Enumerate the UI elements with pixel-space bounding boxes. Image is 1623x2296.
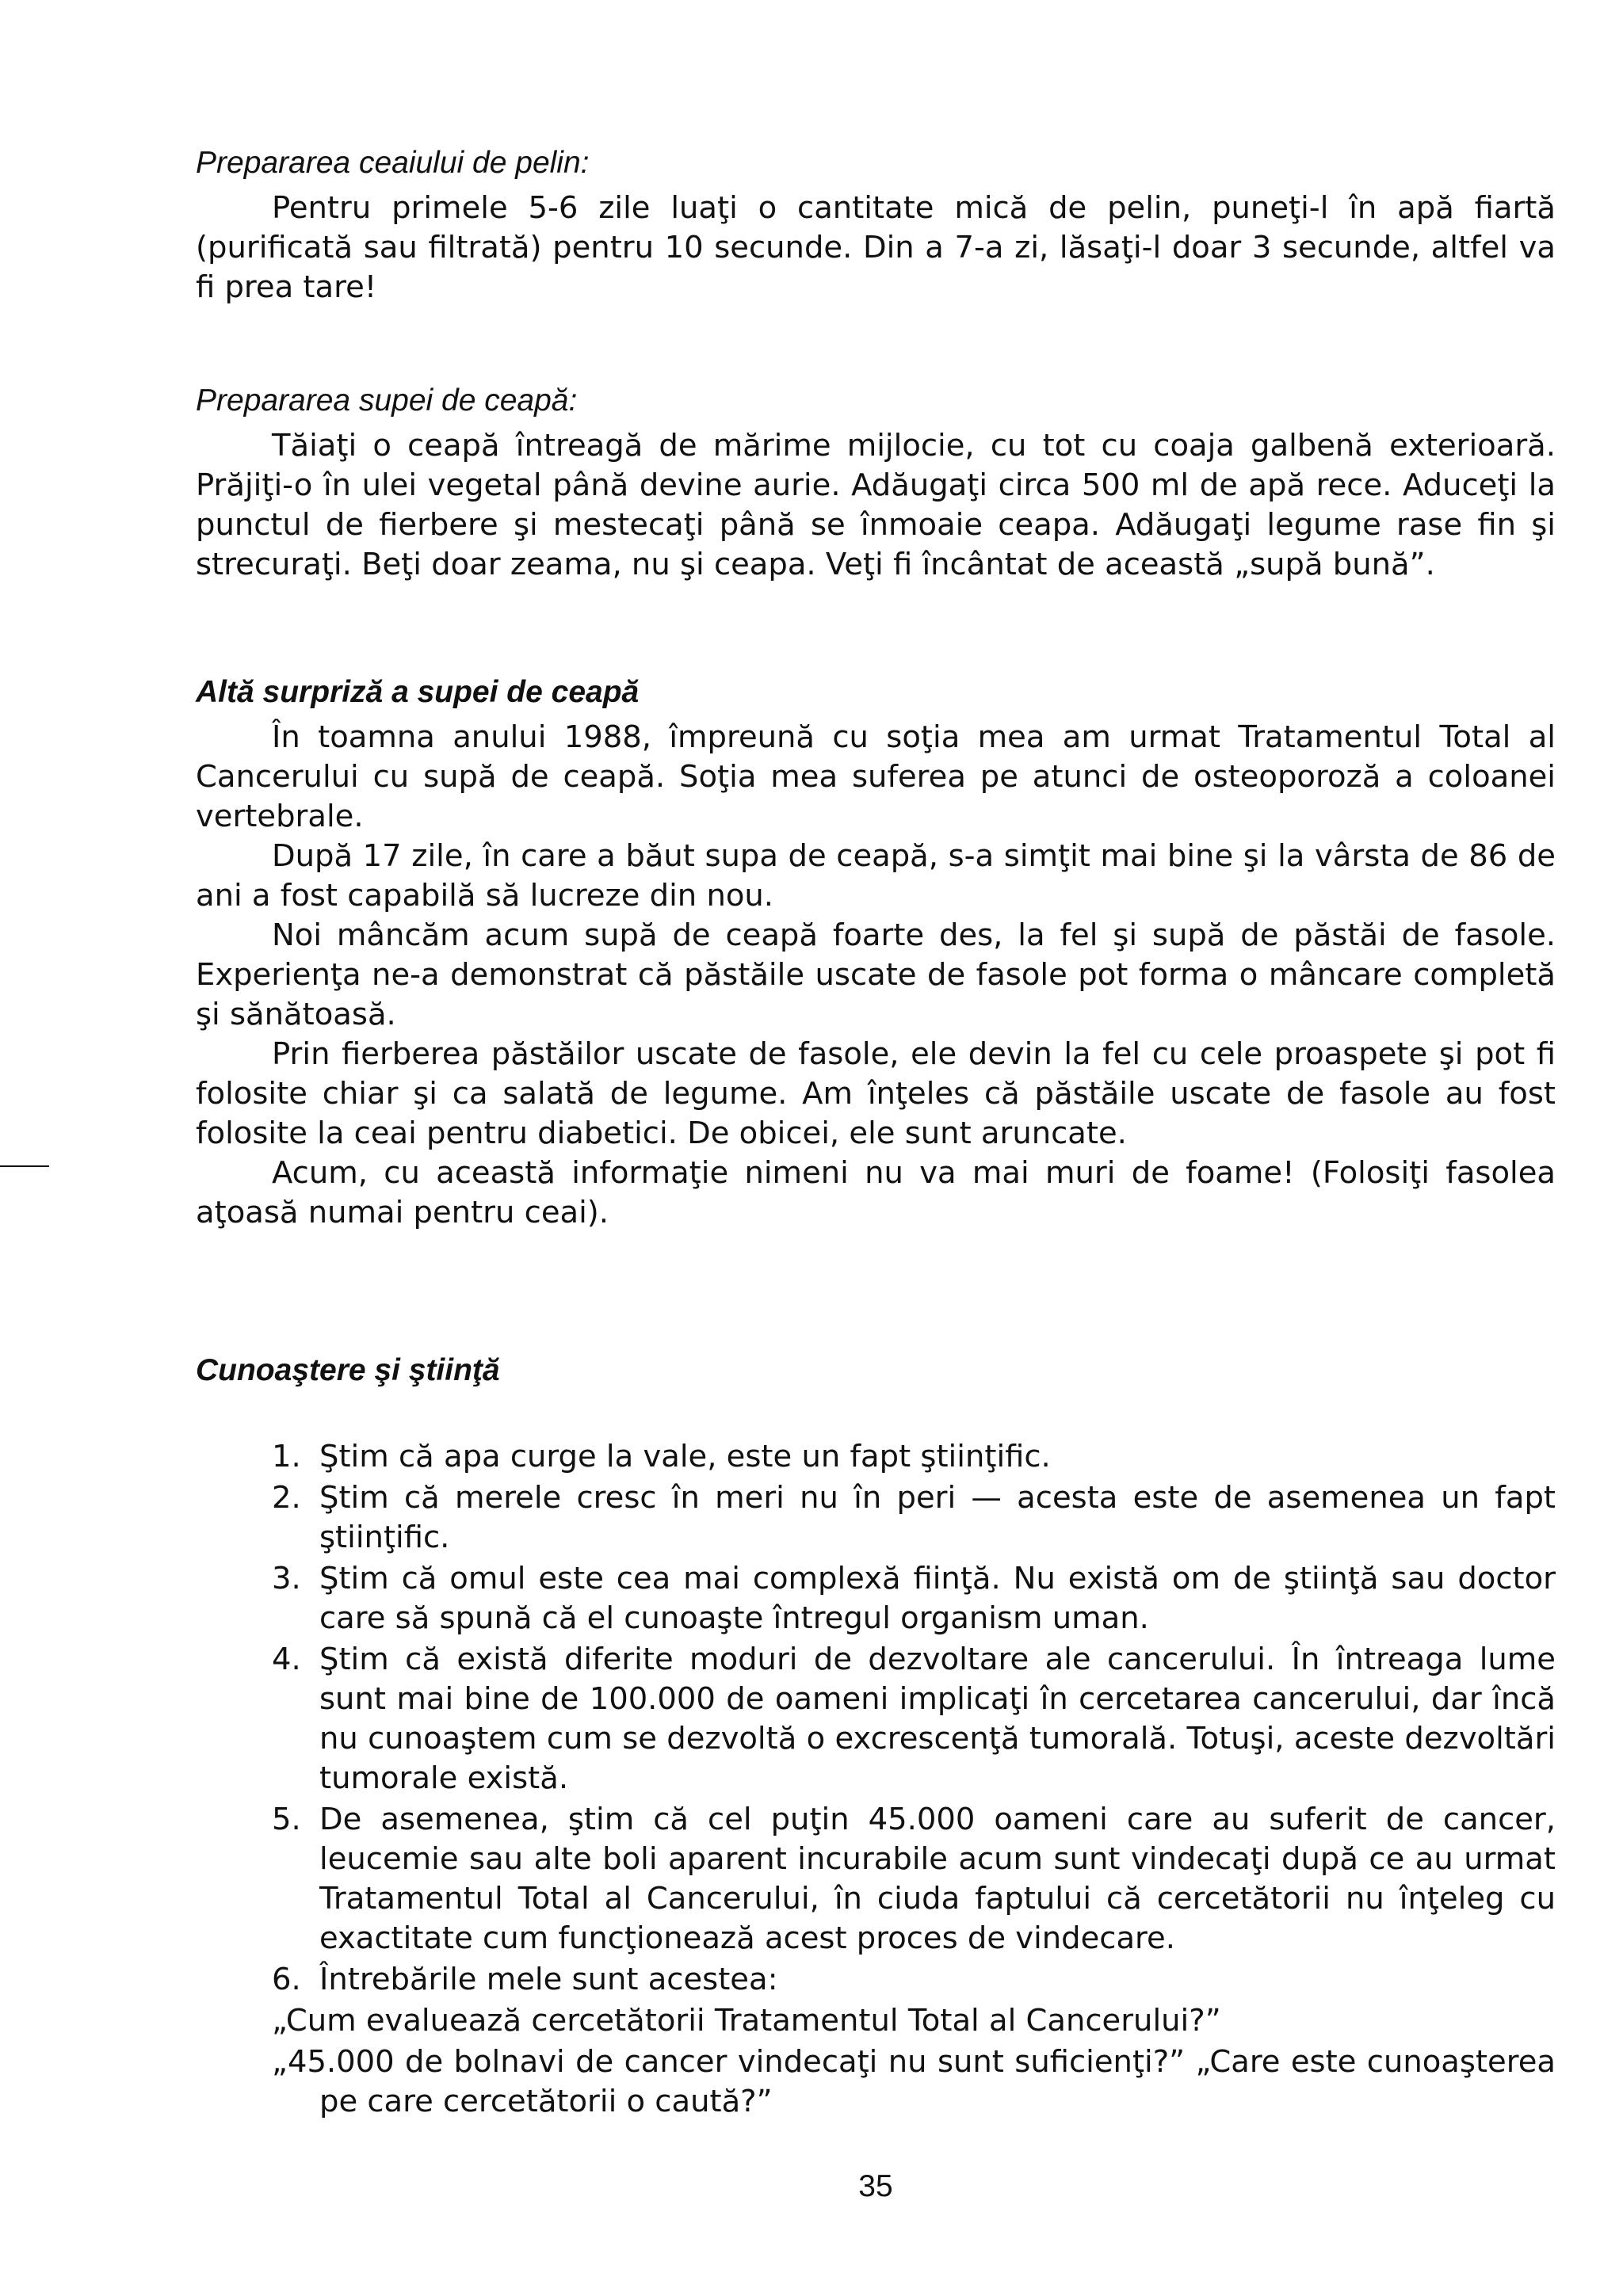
paragraph: În toamna anului 1988, împreună cu soţia mea am urmat Tratamentul Total al Cancerului cu supă de ceapă. Soţia mea suferea pe atunci de osteoporoză a coloanei vertebrale.: [196, 719, 1556, 834]
list-item-text: Ştim că există diferite moduri de dezvoltare ale cancerului. În întreaga lume sunt mai bine de 100.000 de oameni implicaţi în cercetarea cancerului, dar încă nu cunoaştem cum se dezvoltă o excrescenţă tumorală. Totuşi, aceste dezvoltări tumorale există.: [319, 1642, 1556, 1796]
list-item-text: Ştim că omul este cea mai complexă fiinţă. Nu există om de ştiinţă sau doctor care să spună că el cunoaşte întregul organism uman.: [319, 1561, 1556, 1636]
paragraph: Noi mâncăm acum supă de ceapă foarte des, la fel şi supă de păstăi de fasole. Experienţa ne-a demonstrat că păstăile uscate de fasole pot forma o mâncare completă şi sănătoasă.: [196, 917, 1556, 1032]
paragraph: Prin fierberea păstăilor uscate de fasole, ele devin la fel cu cele proaspete şi pot fi folosite chiar şi ca salată de legume. Am înţeles că păstăile uscate de fasole au fost folosite la ceai pentru diabetici. De obicei, ele sunt aruncate.: [196, 1036, 1556, 1151]
page-content: [196, 143, 1556, 2123]
paragraph: După 17 zile, în care a băut supa de ceapă, s-a simţit mai bine şi la vârsta de 86 de ani a fost capabilă să lucreze din nou.: [196, 838, 1556, 913]
list-item-number: 5.: [272, 1802, 301, 1837]
list-item: [272, 1640, 1556, 1798]
list-item-number: 4.: [272, 1642, 301, 1677]
section-pelin: [196, 143, 1556, 307]
section-heading-cunoastere: Cunoaştere şi ştiinţă: [196, 1353, 500, 1387]
list-item-text: De asemenea, ştim că cel puţin 45.000 oameni care au suferit de cancer, leucemie sau alte boli aparent incurabile acum sunt vindecaţi după ce au urmat Tratamentul Total al Cancerului, în ciuda faptului că cercetătorii nu înţeleg cu exactitate cum funcţionează acest proces de vindecare.: [319, 1802, 1556, 1956]
section-cunoastere: [196, 1350, 1556, 2122]
question-line: „45.000 de bolnavi de cancer vindecaţi nu sunt suficienţi?” „Care este cunoaşterea pe care cercetătorii o caută?”: [272, 2044, 1556, 2119]
section-heading-surpriza: Altă surpriză a supei de ceapă: [196, 675, 640, 709]
list-item: [272, 1960, 1556, 2000]
list-item: [272, 1800, 1556, 1958]
paragraph: Tăiaţi o ceapă întreagă de mărime mijlocie, cu tot cu coaja galbenă exterioară. Prăjiţi-o în ulei vegetal până devine aurie. Adăugaţi circa 500 ml de apă rece. Aduceţi la punctul de fierbere şi mestecaţi până se înmoaie ceapa. Adăugaţi legume rase fin şi strecuraţi. Beţi doar zeama, nu şi ceapa. Veţi fi încântat de această „supă bună”.: [196, 428, 1556, 582]
page-number: 35: [858, 2169, 893, 2203]
margin-mark: [0, 1165, 49, 1167]
facts-list: [196, 1437, 1556, 2000]
paragraph: Pentru primele 5-6 zile luaţi o cantitate mică de pelin, puneţi-l în apă fiartă (purificată sau filtrată) pentru 10 secunde. Din a 7-a zi, lăsaţi-l doar 3 secunde, altfel va fi prea tare!: [196, 190, 1556, 305]
list-item-number: 2.: [272, 1480, 301, 1516]
list-item: [272, 1478, 1556, 1558]
list-item-number: 1.: [272, 1439, 301, 1474]
list-item-text: Întrebările mele sunt acestea:: [319, 1962, 778, 1997]
list-item: [272, 1437, 1556, 1477]
list-item-text: Ştim că merele cresc în meri nu în peri — acesta este de asemenea un fapt ştiinţific.: [319, 1480, 1556, 1555]
section-ceapa: [196, 380, 1556, 585]
list-item-number: 3.: [272, 1561, 301, 1596]
section-heading-pelin: Prepararea ceaiului de pelin:: [196, 146, 590, 180]
section-surpriza: [196, 672, 1556, 1233]
question-line: „Cum evaluează cercetătorii Tratamentul Total al Cancerului?”: [272, 2003, 1221, 2039]
paragraph: Acum, cu această informaţie nimeni nu va mai muri de foame! (Folosiţi fasolea aţoasă numai pentru ceai).: [196, 1155, 1556, 1230]
list-item: [272, 1559, 1556, 1638]
list-item-number: 6.: [272, 1962, 301, 1997]
list-item-text: Ştim că apa curge la vale, este un fapt ştiinţific.: [319, 1439, 1051, 1474]
section-heading-ceapa: Prepararea supei de ceapă:: [196, 383, 578, 418]
